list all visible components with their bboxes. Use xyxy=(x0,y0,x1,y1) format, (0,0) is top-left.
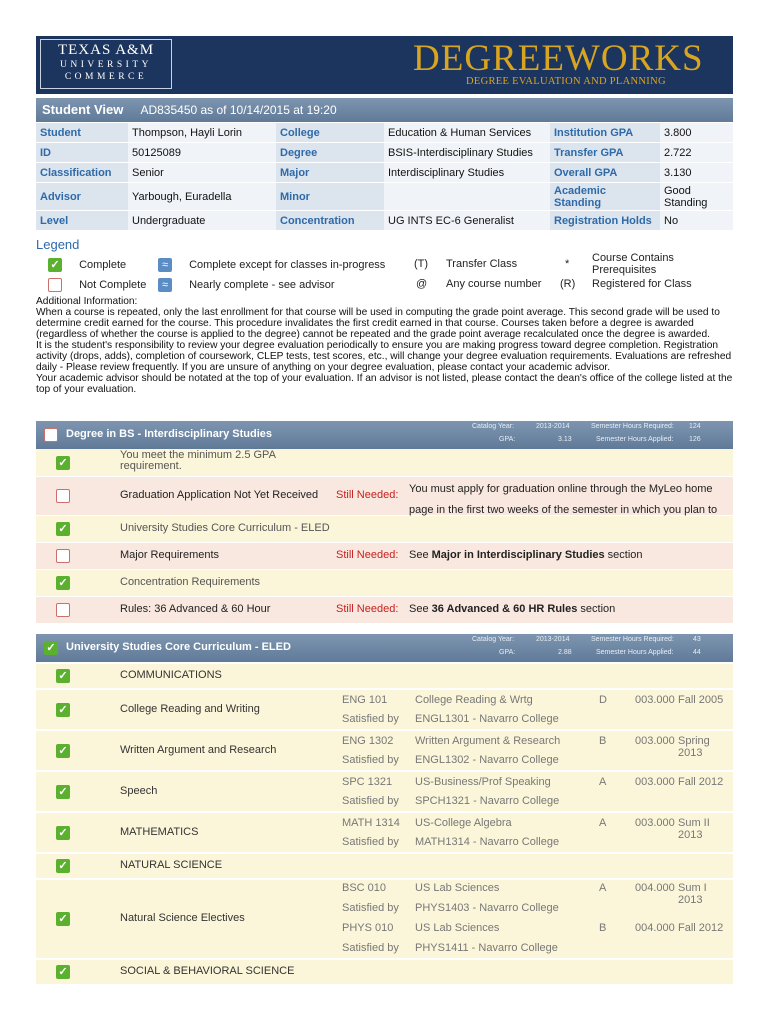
still-needed-label: Still Needed: xyxy=(336,489,399,501)
satisfied-by-label: Satisfied by xyxy=(342,836,399,848)
requirement-text: Major Requirements xyxy=(120,549,220,561)
requirement-row xyxy=(36,543,733,569)
hours-applied-value: 126 xyxy=(689,436,701,443)
course-credits: 003.000 xyxy=(635,776,675,788)
course-term: Fall 2012 xyxy=(678,922,724,934)
info-value: Undergraduate xyxy=(128,211,276,231)
requirement-row xyxy=(36,477,733,515)
course-title: College Reading & Wrtg xyxy=(415,694,533,706)
hours-applied-value: 44 xyxy=(693,649,701,656)
transfer-course: PHYS1411 - Navarro College xyxy=(415,942,558,954)
course-row xyxy=(36,731,733,770)
satisfied-by-label: Satisfied by xyxy=(342,713,399,725)
student-view-bar xyxy=(36,98,733,122)
check-icon: ✓ xyxy=(56,785,70,799)
check-icon: ✓ xyxy=(56,522,70,536)
additional-information xyxy=(36,296,733,395)
gpa-label: GPA: xyxy=(499,436,516,443)
course-term: Fall 2012 xyxy=(678,776,724,788)
course-number[interactable]: SPC 1321 xyxy=(342,776,393,788)
section-link[interactable]: Major in Interdisciplinary Studies xyxy=(431,549,605,561)
course-credits: 004.000 xyxy=(635,922,675,934)
gpa-label: GPA: xyxy=(499,649,516,656)
course-term: Sum II 2013 xyxy=(678,817,710,841)
group-title: COMMUNICATIONS xyxy=(120,669,222,681)
student-info-table xyxy=(36,123,733,231)
satisfied-by-label: Satisfied by xyxy=(342,795,399,807)
requirement-text: You meet the minimum 2.5 GPA requirement. xyxy=(120,449,276,472)
course-grade: B xyxy=(599,735,607,747)
check-icon: ✓ xyxy=(56,912,70,926)
hours-required-value: 43 xyxy=(693,636,701,643)
requirement-text: Natural Science Electives xyxy=(120,912,245,924)
course-credits: 003.000 xyxy=(635,694,675,706)
course-term: Sum I 2013 xyxy=(678,882,707,906)
info-value: Senior xyxy=(128,163,276,183)
course-number[interactable]: ENG 1302 xyxy=(342,735,394,747)
app-title: DEGREEWORKS xyxy=(413,38,704,79)
degree-block-header[interactable] xyxy=(36,421,733,449)
course-grade: B xyxy=(599,922,607,934)
requirement-text: Speech xyxy=(120,785,158,797)
course-title: US Lab Sciences xyxy=(415,882,500,894)
note-suffix: section xyxy=(604,549,643,561)
info-value: Education & Human Services xyxy=(384,123,550,143)
legend-in-progress-label: Complete except for classes in-progress xyxy=(189,258,386,271)
course-title: US-Business/Prof Speaking xyxy=(415,776,551,788)
course-credits: 004.000 xyxy=(635,882,675,894)
info-value: 2.722 xyxy=(660,143,733,163)
legend-any-course-symbol: @ xyxy=(416,278,428,290)
info-label: Student xyxy=(36,123,128,143)
hours-applied-label: Semester Hours Applied: xyxy=(596,649,674,656)
transfer-course: ENGL1301 - Navarro College xyxy=(415,713,559,725)
group-title: NATURAL SCIENCE xyxy=(120,859,223,871)
requirement-text: MATHEMATICS xyxy=(120,826,199,838)
gpa-value: 2.88 xyxy=(558,649,572,656)
course-row xyxy=(36,690,733,729)
university-logo[interactable] xyxy=(40,39,172,89)
info-label: Institution GPA xyxy=(550,123,660,143)
check-icon: ✓ xyxy=(56,456,70,470)
logo-line-3: COMMERCE xyxy=(64,72,148,82)
course-number[interactable]: BSC 010 xyxy=(342,882,387,894)
course-term: Fall 2005 xyxy=(678,694,724,706)
requirement-note xyxy=(409,603,615,615)
legend-transfer-label: Transfer Class xyxy=(446,258,518,270)
info-label: Degree xyxy=(276,143,384,163)
requirement-row xyxy=(36,597,733,623)
info-label: Registration Holds xyxy=(550,211,660,231)
check-icon: ✓ xyxy=(56,744,70,758)
legend-complete-label: Complete xyxy=(79,258,127,271)
audit-id-line: AD835450 as of 10/14/2015 at 19:20 xyxy=(140,103,337,117)
info-label: Classification xyxy=(36,163,128,183)
info-value xyxy=(384,183,550,211)
requirement-text: Concentration Requirements xyxy=(120,576,261,588)
course-row xyxy=(36,813,733,852)
info-value: Good Standing xyxy=(660,183,733,211)
check-icon: ✓ xyxy=(48,258,62,272)
requirement-note xyxy=(409,549,643,561)
catalog-year-value: 2013-2014 xyxy=(536,636,570,643)
app-subtitle: DEGREE EVALUATION AND PLANNING xyxy=(466,76,666,87)
course-grade: A xyxy=(599,882,607,894)
info-label: Concentration xyxy=(276,211,384,231)
requirement-row xyxy=(36,570,733,596)
course-grade: D xyxy=(599,694,607,706)
section-link[interactable]: 36 Advanced & 60 HR Rules xyxy=(431,603,578,615)
satisfied-by-label: Satisfied by xyxy=(342,942,399,954)
legend-complete xyxy=(48,258,126,272)
hours-required-value: 124 xyxy=(689,423,701,430)
legend-prereq-label: Course Contains Prerequisites xyxy=(592,252,674,276)
core-block-header[interactable] xyxy=(36,634,733,662)
course-group-row xyxy=(36,664,733,688)
check-icon: ✓ xyxy=(56,859,70,873)
transfer-course: PHYS1403 - Navarro College xyxy=(415,902,559,914)
legend-transfer-symbol: (T) xyxy=(414,258,429,270)
requirement-row xyxy=(36,449,733,476)
still-needed-label: Still Needed: xyxy=(336,549,399,561)
legend-nearly-complete xyxy=(158,278,335,292)
catalog-year-label: Catalog Year: xyxy=(472,636,515,643)
header-banner xyxy=(36,36,733,94)
course-title: Written Argument & Research xyxy=(415,735,561,747)
info-value: Thompson, Hayli Lorin xyxy=(128,123,276,143)
check-icon: ✓ xyxy=(56,669,70,683)
legend-registered-symbol: (R) xyxy=(560,278,576,290)
student-view-title: Student View xyxy=(42,102,124,117)
info-label: ID xyxy=(36,143,128,163)
logo-line-2: UNIVERSITY xyxy=(60,60,152,70)
course-row xyxy=(36,880,733,958)
info-value: UG INTS EC-6 Generalist xyxy=(384,211,550,231)
catalog-year-label: Catalog Year: xyxy=(472,423,515,430)
legend-registered-label: Registered for Class xyxy=(592,278,692,290)
hours-required-label: Semester Hours Required: xyxy=(591,423,674,430)
course-number[interactable]: MATH 1314 xyxy=(342,817,400,829)
still-needed-label: Still Needed: xyxy=(336,603,399,615)
requirement-text: Graduation Application Not Yet Received xyxy=(120,489,319,501)
course-credits: 003.000 xyxy=(635,817,675,829)
course-number[interactable]: ENG 101 xyxy=(342,694,388,706)
legend-not-complete-label: Not Complete xyxy=(79,278,147,291)
transfer-course: ENGL1302 - Navarro College xyxy=(415,754,559,766)
check-icon: ✓ xyxy=(56,826,70,840)
additional-info-paragraph: Your academic advisor should be notated at the top of your evaluation. If an advisor is not listed, please contact the dean's office of the college listed at the top of your evaluation. xyxy=(36,373,733,395)
additional-info-paragraph: When a course is repeated, only the last enrollment for that course will be used in computing the grade point average. This second grade will be used to determine credit earned for the course. This procedure invalidates the first credit earned in that course. Courses taken before a degree is awarded (regardless of whether the course is applied to the degree) cannot be repeated and the grade point average recalculated once the degree is awarded. xyxy=(36,307,720,340)
info-value: Interdisciplinary Studies xyxy=(384,163,550,183)
info-label: Advisor xyxy=(36,183,128,211)
nearly-complete-icon: ≈ xyxy=(158,278,172,292)
requirement-text: Written Argument and Research xyxy=(120,744,277,756)
additional-info-heading: Additional Information: xyxy=(36,296,138,307)
note-prefix: See xyxy=(409,603,432,615)
core-block-title: University Studies Core Curriculum - ELED xyxy=(66,641,291,653)
empty-box-icon xyxy=(56,549,70,563)
legend-any-course-label: Any course number xyxy=(446,278,542,290)
check-icon: ✓ xyxy=(44,641,58,655)
check-icon: ✓ xyxy=(56,576,70,590)
info-label: Minor xyxy=(276,183,384,211)
degree-block-title: Degree in BS - Interdisciplinary Studies xyxy=(66,428,272,440)
transfer-course: SPCH1321 - Navarro College xyxy=(415,795,560,807)
info-label: Overall GPA xyxy=(550,163,660,183)
info-value: 3.800 xyxy=(660,123,733,143)
satisfied-by-label: Satisfied by xyxy=(342,754,399,766)
transfer-course: MATH1314 - Navarro College xyxy=(415,836,560,848)
empty-box-icon xyxy=(44,428,58,442)
note-prefix: See xyxy=(409,549,432,561)
requirement-row xyxy=(36,516,733,542)
legend-prereq-symbol: * xyxy=(565,258,570,270)
group-title: SOCIAL & BEHAVIORAL SCIENCE xyxy=(120,965,295,977)
legend-nearly-complete-label: Nearly complete - see advisor xyxy=(189,278,335,291)
empty-box-icon xyxy=(56,603,70,617)
course-title: US Lab Sciences xyxy=(415,922,500,934)
satisfied-by-label: Satisfied by xyxy=(342,902,399,914)
legend-title: Legend xyxy=(36,237,80,252)
course-credits: 003.000 xyxy=(635,735,675,747)
info-label: Level xyxy=(36,211,128,231)
legend-in-progress xyxy=(158,258,385,272)
info-label: Academic Standing xyxy=(550,183,660,211)
gpa-value: 3.13 xyxy=(558,436,572,443)
requirement-text: College Reading and Writing xyxy=(120,703,260,715)
course-row xyxy=(36,772,733,811)
additional-info-paragraph: It is the student's responsibility to review your degree evaluation periodically to ensure you are making progress toward degree completion. Registration activity (drops, adds), completion of coursework, CLEP tests, test scores, etc., will change your degree evaluation requirements. Evaluations are refreshed daily - Please review frequently. If you are unsure of anything on your degree evaluation, please contact your academic advisor. xyxy=(36,340,732,373)
requirement-text: Rules: 36 Advanced & 60 Hour xyxy=(120,603,271,615)
course-grade: A xyxy=(599,776,607,788)
note-suffix: section xyxy=(577,603,616,615)
empty-box-icon xyxy=(56,489,70,503)
check-icon: ✓ xyxy=(56,703,70,717)
course-number[interactable]: PHYS 010 xyxy=(342,922,394,934)
course-grade: A xyxy=(599,817,607,829)
info-value: Yarbough, Euradella xyxy=(128,183,276,211)
course-title: US-College Algebra xyxy=(415,817,512,829)
info-label: College xyxy=(276,123,384,143)
empty-box-icon xyxy=(48,278,62,292)
catalog-year-value: 2013-2014 xyxy=(536,423,570,430)
logo-line-1: TEXAS A&M xyxy=(57,42,155,58)
course-group-row xyxy=(36,960,733,984)
info-label: Major xyxy=(276,163,384,183)
legend-not-complete xyxy=(48,278,146,292)
info-value: BSIS-Interdisciplinary Studies xyxy=(384,143,550,163)
info-label: Transfer GPA xyxy=(550,143,660,163)
requirement-text: University Studies Core Curriculum - ELED xyxy=(120,522,330,534)
requirement-note: You must apply for graduation online through the MyLeo home page in the first two weeks of the semester in which you plan to xyxy=(409,483,718,516)
check-icon: ✓ xyxy=(56,965,70,979)
in-progress-icon: ≈ xyxy=(158,258,172,272)
hours-applied-label: Semester Hours Applied: xyxy=(596,436,674,443)
course-term: Spring 2013 xyxy=(678,735,710,759)
hours-required-label: Semester Hours Required: xyxy=(591,636,674,643)
course-group-row xyxy=(36,854,733,878)
info-value: 50125089 xyxy=(128,143,276,163)
info-value: 3.130 xyxy=(660,163,733,183)
info-value: No xyxy=(660,211,733,231)
